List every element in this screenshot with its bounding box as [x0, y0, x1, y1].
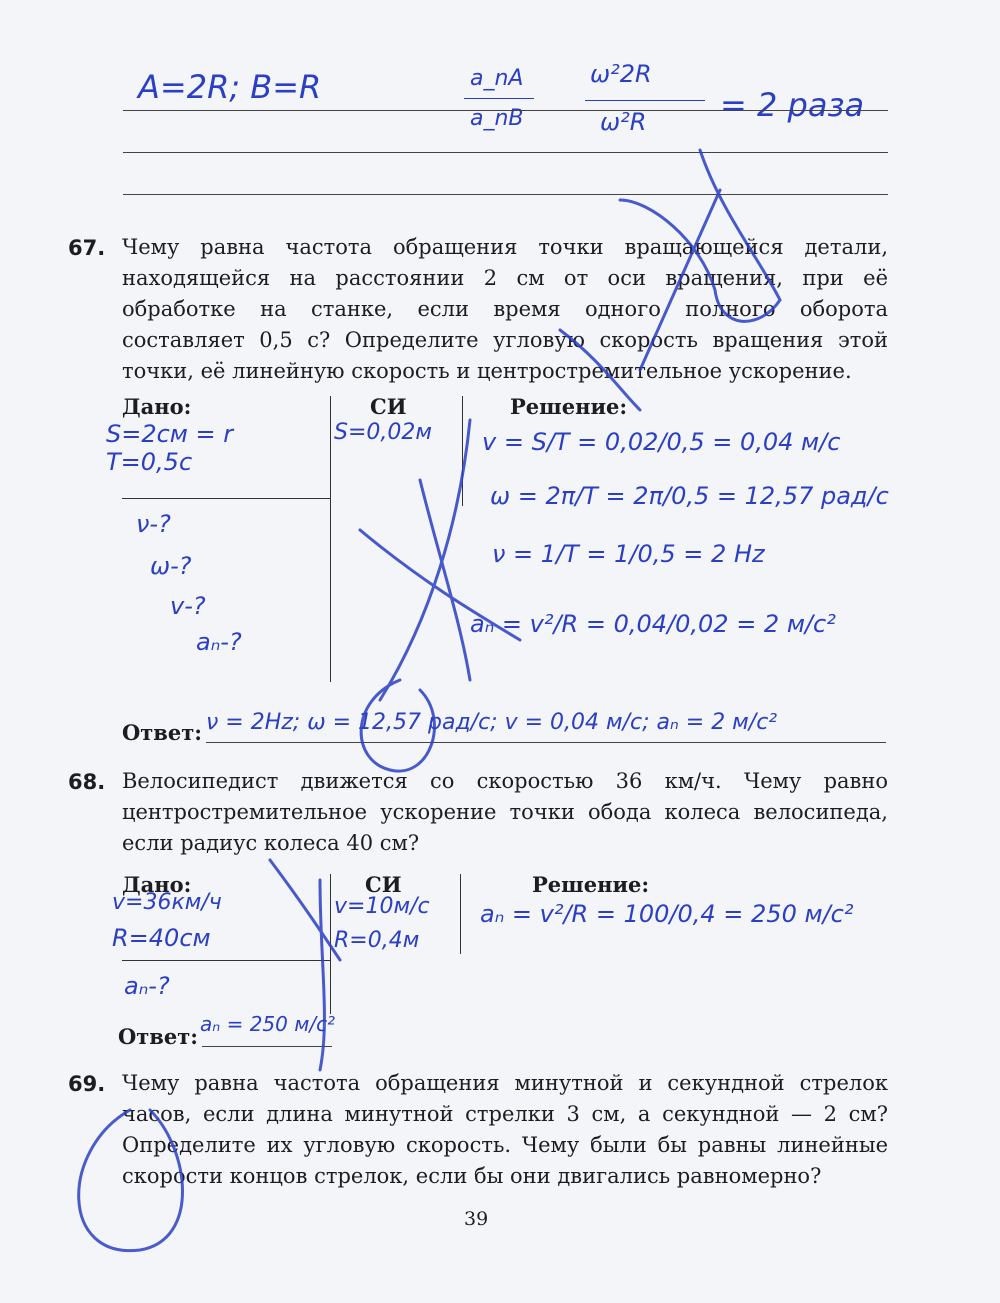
p67-unknown-3: v-? — [170, 592, 206, 620]
page-number: 39 — [464, 1208, 489, 1230]
p68-solution-1: aₙ = v²/R = 100/0,4 = 250 м/с² — [480, 900, 854, 928]
p67-given-label: Дано: — [122, 394, 192, 419]
scribble-stroke — [560, 330, 640, 410]
p67-solution-3: ν = 1/T = 1/0,5 = 2 Hz — [492, 540, 765, 568]
p68-answer-value: aₙ = 250 м/с² — [200, 1012, 336, 1036]
problem-69-text: Чему равна частота обращения минутной и секундной стрелок часов, если длина минутной стрелки 3 см, а секундной — 2 см? Определите их угловую скорость. Чему были бы равны линейные скорости концов стрелок, если бы они двигались равномерно? — [122, 1071, 888, 1188]
p67-solution-2: ω = 2π/T = 2π/0,5 = 12,57 рад/с — [490, 482, 889, 510]
p67-solution-1: v = S/T = 0,02/0,5 = 0,04 м/с — [482, 428, 841, 456]
p67-solution-label: Решение: — [510, 394, 628, 419]
p68-solution-label: Решение: — [532, 872, 650, 897]
p67-unknown-4: aₙ-? — [196, 628, 242, 656]
scribble-stroke — [380, 420, 470, 700]
p68-answer-label: Ответ: — [118, 1024, 199, 1049]
top-answer-frac1-den: a_nB — [470, 106, 524, 131]
p68-si-label: СИ — [365, 872, 402, 897]
p67-given-1: S=2см = r — [106, 420, 234, 448]
problem-67-text: Чему равна частота обращения точки вращающейся детали, находящейся на расстоянии 2 см от оси вращения, при её обработке на станке, если время одного полного оборота составляет 0,5 с? Определите угловую скорость вращения этой точки, её линейную скорость и центростремительное ускорение. — [122, 235, 888, 383]
scribble-stroke — [79, 1110, 183, 1251]
p67-unknown-1: ν-? — [136, 510, 171, 538]
problem-67-number: 67. — [68, 236, 106, 260]
scribble-stroke — [270, 860, 340, 960]
p67-solution-4: aₙ = v²/R = 0,04/0,02 = 2 м/с² — [470, 610, 836, 638]
problem-68-text: Велосипедист движется со скоростью 36 км/ч. Чему равно центростремительное ускорение точки обода колеса велосипеда, если радиус колеса 40 см? — [122, 769, 888, 855]
p68-given-1: v=36км/ч — [112, 890, 222, 915]
p68-given-label: Дано: — [122, 872, 192, 897]
scribble-stroke — [640, 190, 720, 370]
p68-si-1: v=10м/с — [334, 894, 430, 919]
p67-si-label: СИ — [370, 394, 407, 419]
p67-given-2: T=0,5с — [106, 448, 193, 476]
p67-answer-value: ν = 2Hz; ω = 12,57 рад/с; v = 0,04 м/с; aₙ = 2 м/с² — [206, 710, 778, 735]
p68-unknown-1: aₙ-? — [124, 972, 170, 1000]
top-answer-frac1-num: a_nA — [470, 66, 524, 91]
p67-answer-label: Ответ: — [122, 720, 203, 745]
top-answer-frac2-num: ω²2R — [590, 60, 652, 88]
top-answer-ratio: A=2R; B=R — [138, 68, 322, 106]
top-answer-frac2-den: ω²R — [600, 108, 647, 136]
scribble-stroke — [360, 530, 520, 640]
p68-si-2: R=0,4м — [334, 928, 420, 953]
problem-68-number: 68. — [68, 770, 106, 794]
problem-69-number: 69. — [68, 1072, 106, 1096]
p67-si-1: S=0,02м — [334, 420, 432, 445]
p68-given-2: R=40см — [112, 924, 211, 952]
p67-unknown-2: ω-? — [150, 552, 192, 580]
scribble-stroke — [320, 880, 324, 1070]
scribble-stroke — [361, 680, 434, 771]
top-answer-result: = 2 раза — [720, 86, 865, 124]
